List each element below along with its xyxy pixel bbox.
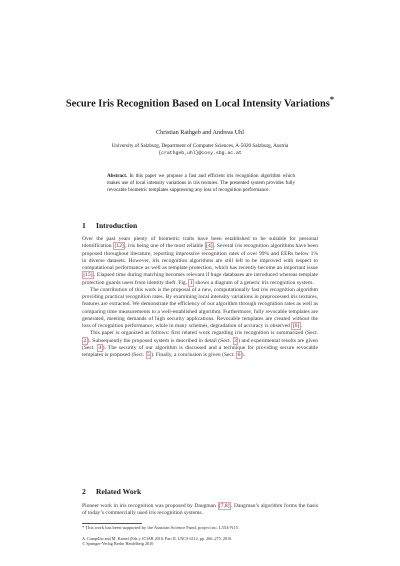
footnote: * This work has been supported by the Austrian Science Fund, project no. L554-N15. <box>82 525 240 530</box>
affiliation-line: University of Salzburg, Department of Computer Sciences, A-5020 Salzburg, Austria <box>111 143 289 149</box>
section-number: 2 <box>82 487 86 496</box>
introduction-body <box>82 236 318 359</box>
citation-link[interactable]: [4] <box>206 243 213 250</box>
imprint-copyright: © Springer-Verlag Berlin Heidelberg 2010 <box>82 541 154 547</box>
paragraph: Pioneer work in iris recognition was proposed by Daugman [7,8]. Daugman’s algorithm forms the basis of today’s commercially used iris recognition systems. <box>82 503 319 517</box>
imprint-citation: A. Campilho and M. Kamel (Eds.): ICIAR 2010, Part II, LNCS 6112, pp. 266–275, 2010. <box>82 536 233 541</box>
section-title: Related Work <box>96 487 142 496</box>
paper-title: Secure Iris Recognition Based on Local Intensity Variations* <box>65 94 335 110</box>
section-link[interactable]: 4 <box>98 344 102 351</box>
paragraph: The contribution of this work is the proposal of a new, computationally fast iris recognition algorithm providing practical recognition rates. By examining local intensity variations in preprocessed iris textures, features are extracted. We demonstrate the efficiency of our algorithm through recognition rates as well as comparing time measurements to a well-established algorithm. Furthermore, fully revocable templates are generated, meeting demands of high security applications. Revocable templates are created without the loss of recognition performance, while in many schemes, degradation of accuracy is observed [6]. <box>82 286 318 329</box>
section-number: 1 <box>82 221 86 230</box>
section-link[interactable]: 3 <box>233 337 237 344</box>
abstract-label: Abstract. <box>107 173 128 179</box>
citation-link[interactable]: [15] <box>83 272 93 279</box>
section-link[interactable]: 5 <box>147 352 150 358</box>
footnote-rule <box>82 523 142 524</box>
section-link[interactable]: 6 <box>237 352 241 358</box>
citation-link[interactable]: [6] <box>292 323 300 329</box>
paper-authors: Christian Rathgeb and Andreas Uhl <box>156 129 244 136</box>
figure-link[interactable]: 1 <box>189 279 193 286</box>
citation-link[interactable]: [7,8] <box>218 503 230 509</box>
author-email: {crathgeb,uhl}@cosy.sbg.ac.at <box>158 151 242 157</box>
citation-link[interactable]: [12] <box>114 243 124 250</box>
related-work-body <box>82 503 318 518</box>
paragraph: This paper is organized as follows: first related work regarding iris recognition is summarized (Sect. 2). Subsequently the proposed system is described in detail (Sect. 3) and experimental results are given (Sect. 4). The security of our algorithm is discussed and a technique for providing secure revocable templates is proposed (Sect. 5). Finally, a conclusion is given (Sect. 6). <box>82 330 318 358</box>
publication-imprint <box>82 536 318 547</box>
section-heading-related-work <box>82 487 141 496</box>
abstract-text: In this paper we propose a fast and efficient iris recognition algorithm which makes use of local intensity variations in iris textures. The presented system provides fully revocable biometric templates suppressing any loss of recognition performance. <box>107 173 295 193</box>
section-heading-introduction <box>82 221 137 230</box>
paper-affiliation <box>60 143 340 157</box>
section-title: Introduction <box>96 221 138 230</box>
paragraph: Over the past years plenty of biometric traits have been established to be suitable for personal identification [12], iris being one of the most reliable [4]. Several iris recognition algorithms have been proposed throughout literature, reporting impressive recognition rates of over 99% and EERs below 1% in diverse datasets. However, iris recognition algorithms are still left to be improved with respect to computational performance as well as template protection, which has recently become an important issue [15]. Elapsed time during matching becomes relevant if huge databases are introduced whereas template protection guards users from identity theft. Fig. 1 shows a diagram of a generic iris recognition system. <box>82 236 318 286</box>
section-link[interactable]: 2 <box>83 337 87 344</box>
title-footnote-mark: * <box>329 94 335 104</box>
abstract <box>107 173 295 194</box>
